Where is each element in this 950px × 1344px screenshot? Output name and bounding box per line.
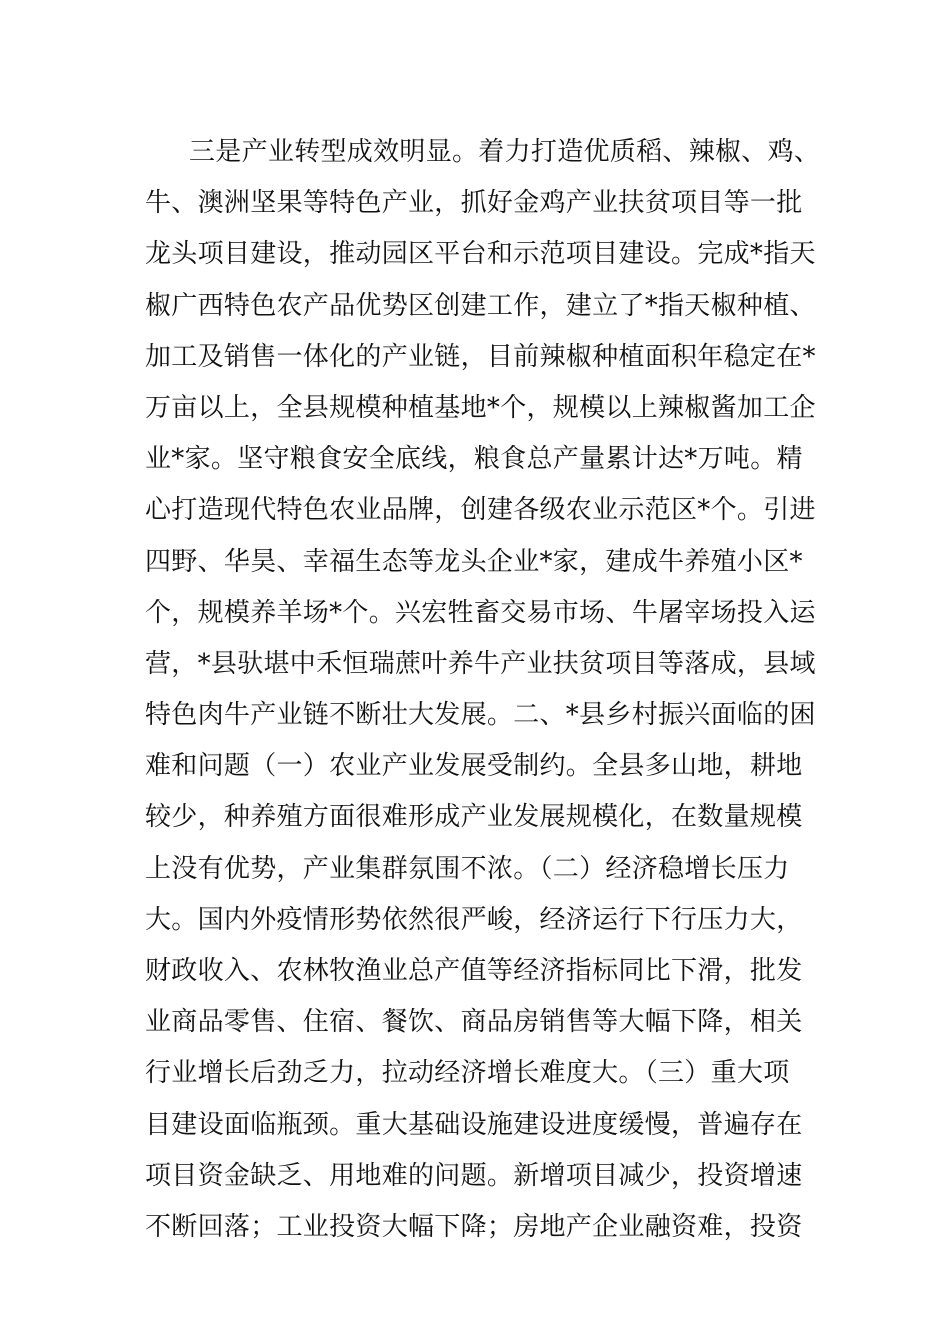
- text-line: 三是产业转型成效明显。着力打造优质稻、辣椒、鸡、: [189, 137, 821, 167]
- text-line: 四野、华昊、幸福生态等龙头企业*家，建成牛养殖小区*: [145, 546, 803, 577]
- text-line: 龙头项目建设，推动园区平台和示范项目建设。完成*指天: [145, 239, 816, 270]
- text-line: 牛、澳洲坚果等特色产业，抓好金鸡产业扶贫项目等一批: [145, 188, 803, 219]
- body-paragraph: [145, 127, 821, 1253]
- text-line: 财政收入、农林牧渔业总产值等经济指标同比下滑，批发: [145, 956, 803, 986]
- text-line: 特色肉牛产业链不断壮大发展。二、*县乡村振兴面临的困: [145, 700, 816, 731]
- text-line: 椒广西特色农产品优势区创建工作，建立了*指天椒种植、: [145, 290, 816, 321]
- text-line: 大。国内外疫情形势依然很严峻，经济运行下行压力大，: [145, 904, 803, 935]
- text-line: 不断回落；工业投资大幅下降；房地产企业融资难，投资: [145, 1211, 803, 1242]
- text-line: 业*家。坚守粮食安全底线，粮食总产量累计达*万吨。精: [145, 444, 803, 475]
- text-line: 难和问题（一）农业产业发展受制约。全县多山地，耕地: [145, 751, 803, 782]
- text-line: 心打造现代特色农业品牌，创建各级农业示范区*个。引进: [145, 495, 816, 526]
- text-line: 万亩以上，全县规模种植基地*个，规模以上辣椒酱加工企: [145, 392, 816, 423]
- text-line: 上没有优势，产业集群氛围不浓。（二）经济稳增长压力: [145, 853, 790, 884]
- text-line: 目建设面临瓶颈。重大基础设施建设进度缓慢，普遍存在: [145, 1109, 803, 1140]
- text-line: 项目资金缺乏、用地难的问题。新增项目减少，投资增速: [145, 1160, 803, 1191]
- text-line: 行业增长后劲乏力，拉动经济增长难度大。（三）重大项: [145, 1058, 790, 1089]
- text-line: 业商品零售、住宿、餐饮、商品房销售等大幅下降，相关: [145, 1007, 803, 1038]
- text-line: 营，*县驮堪中禾恒瑞蔗叶养牛产业扶贫项目等落成，县域: [145, 648, 816, 679]
- text-line: 个，规模养羊场*个。兴宏牲畜交易市场、牛屠宰场投入运: [145, 597, 816, 628]
- text-line: 较少，种养殖方面很难形成产业发展规模化，在数量规模: [145, 802, 803, 833]
- text-line: 加工及销售一体化的产业链，目前辣椒种植面积年稳定在*: [145, 341, 816, 372]
